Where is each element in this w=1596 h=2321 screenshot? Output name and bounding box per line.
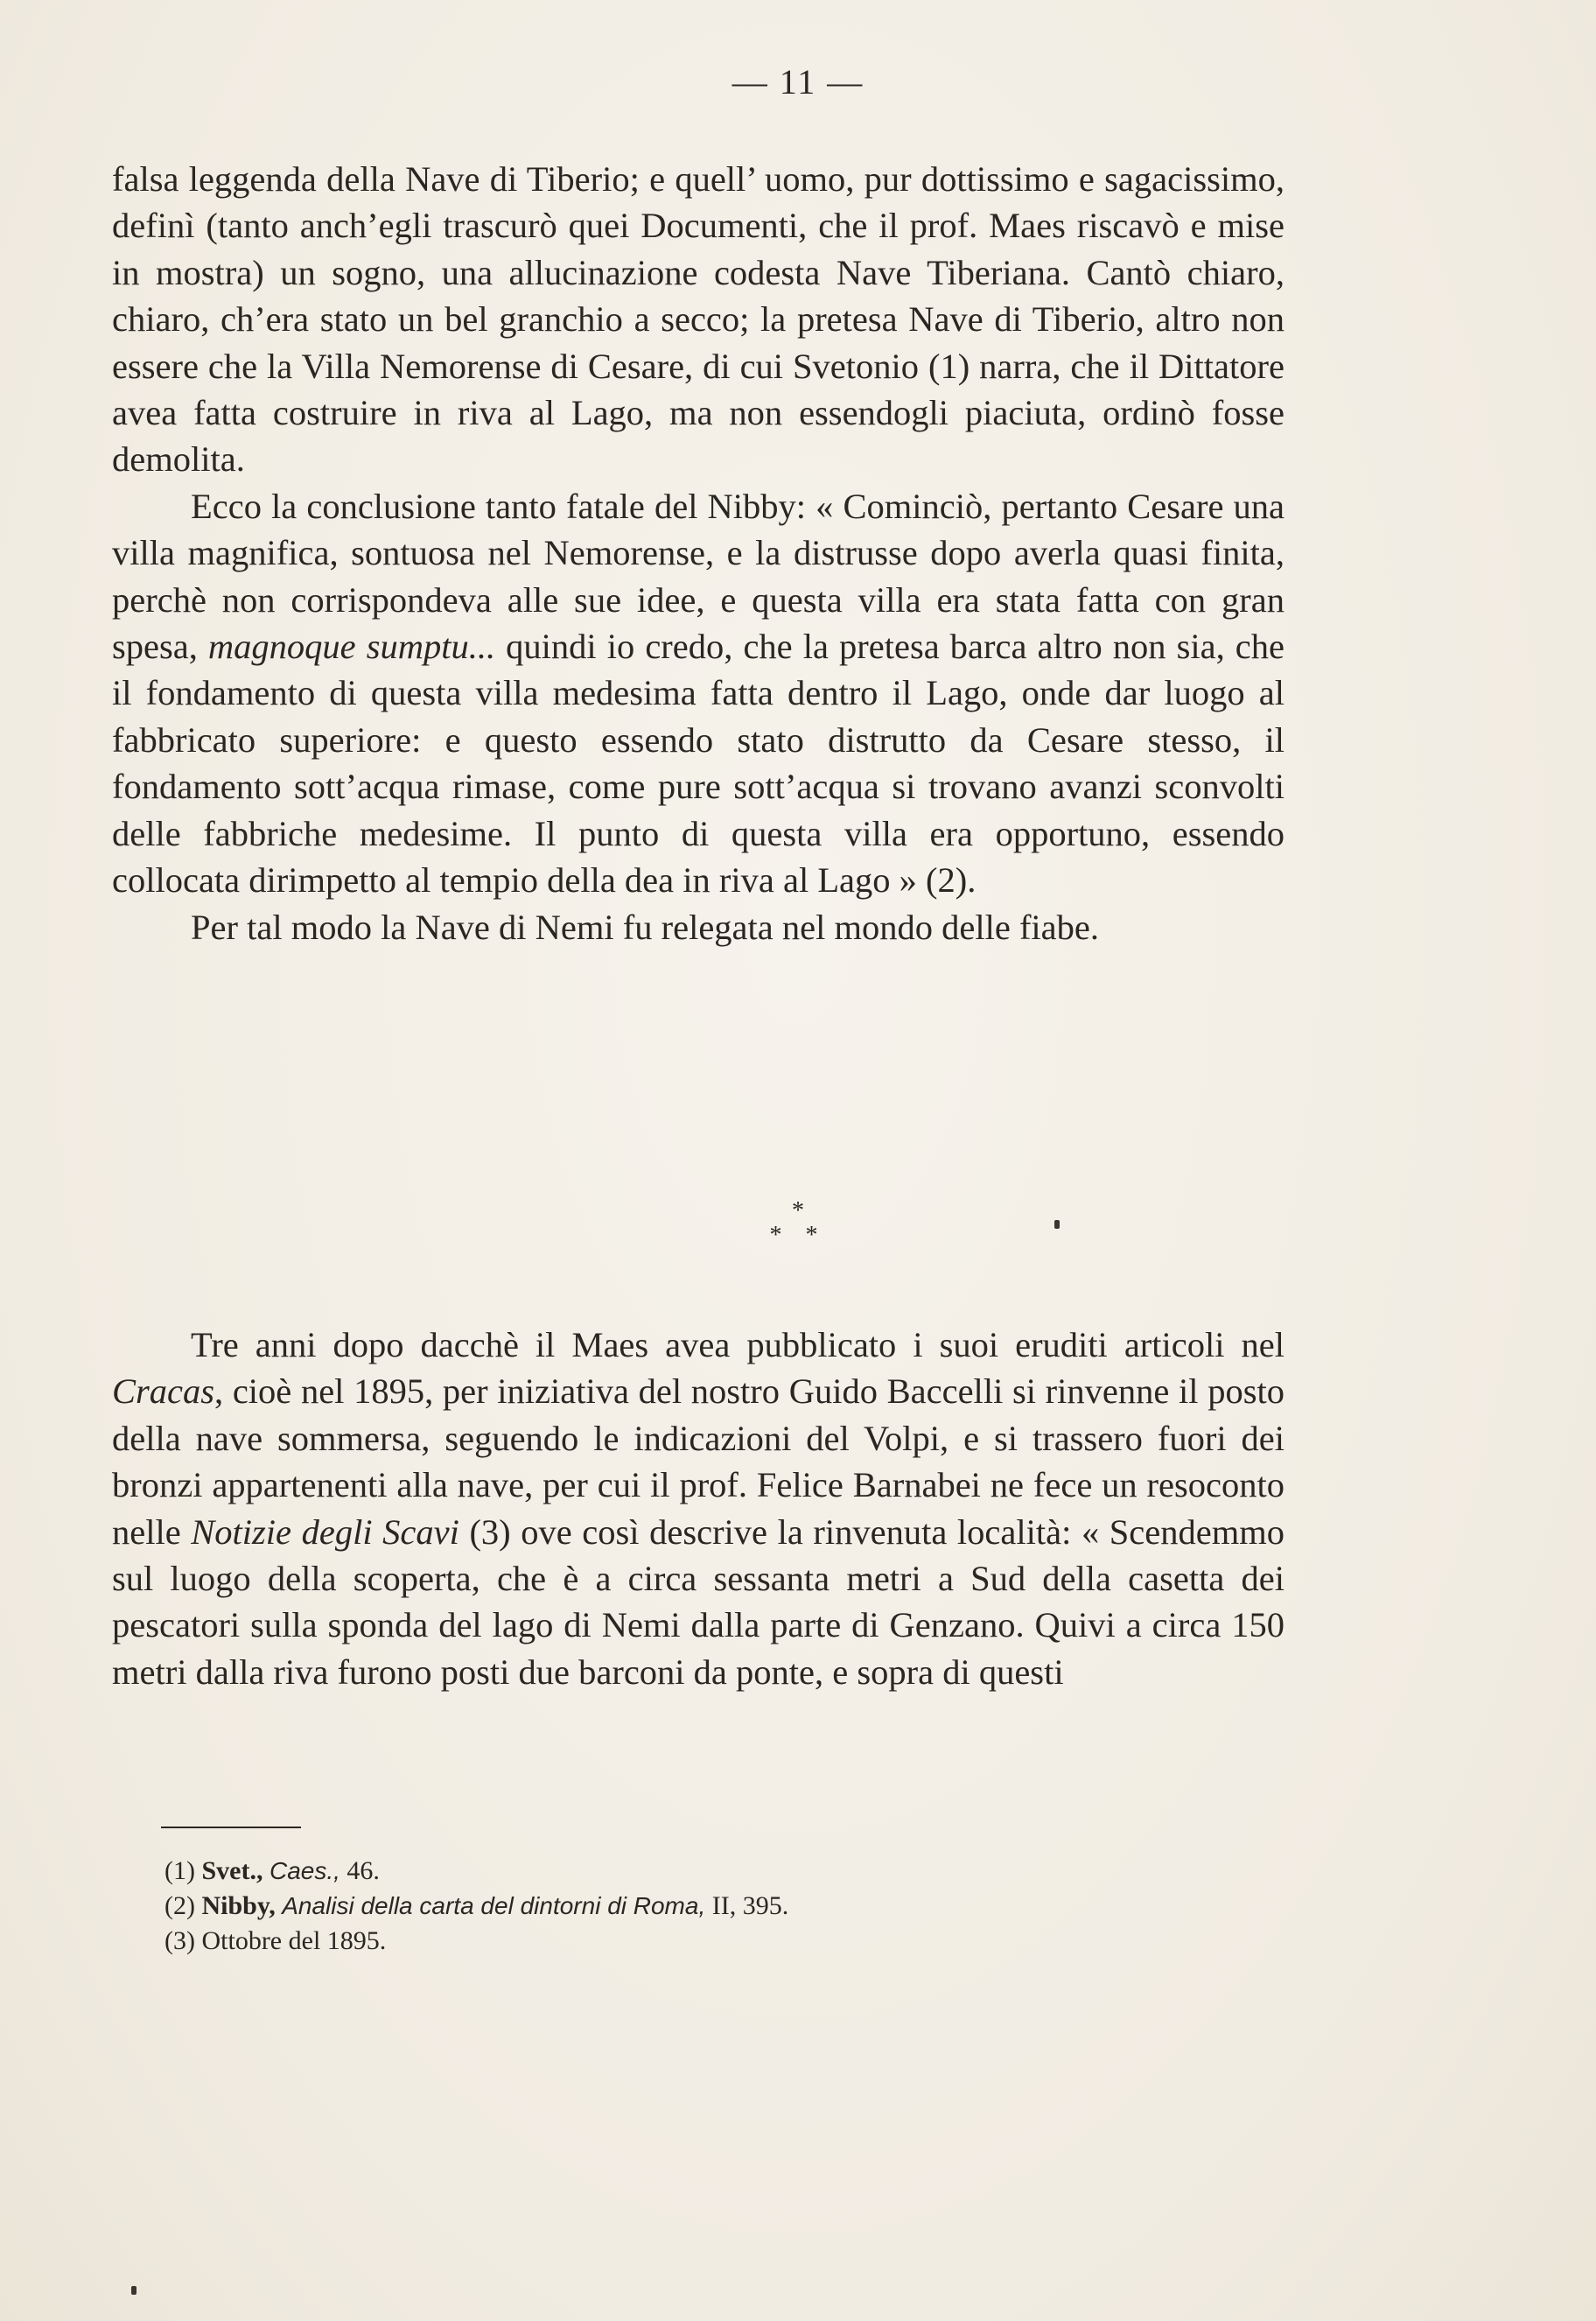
paragraph-3: Per tal modo la Nave di Nemi fu relegata nel mondo delle fiabe. (191, 907, 1100, 947)
footnote-number: (2) (164, 1891, 195, 1920)
paragraph-4-text-b: , cioè nel 1895, per iniziativa del nostro Guido Baccelli si rinvenne il posto della nave sommersa, seguendo le indicazioni del Volpi, e si trassero fuori dei bronzi appartenenti alla nave, per cui il prof. Felice Barnabei ne fece un resoconto nelle (112, 1371, 1284, 1552)
footnote-number: (1) (164, 1856, 195, 1885)
footnote-rule (161, 1827, 301, 1828)
footnotes (164, 1854, 1214, 1959)
section-separator-asterism (0, 1199, 1596, 1248)
page-number: — 11 — (732, 62, 864, 102)
ink-speck (1054, 1220, 1060, 1229)
footnote-ref: II, 395. (711, 1891, 789, 1920)
footnote-1 (164, 1854, 1214, 1889)
notizie-scavi-title: Notizie degli Scavi (191, 1511, 459, 1552)
paragraph-2 (112, 483, 1284, 904)
footnote-number: (3) (164, 1926, 195, 1955)
paragraph-2-text-b: quindi io credo, che la pretesa barca altro non sia, che il fondamento di questa villa medesima fatta dentro il Lago, onde dar luogo al fabbricato superiore: e questo essendo stato distrutto da Cesare stesso, il fondamento sott’acqua rimase, come pure sott’acqua si trovano avanzi sconvolti delle fabbriche medesime. Il punto di questa villa era opportuno, essendo collocata dirimpetto al tempio della dea in riva al Lago » (2). (112, 627, 1284, 901)
paragraph-4 (112, 1322, 1284, 1695)
main-text-block (112, 156, 1284, 950)
asterism-top: * (792, 1197, 804, 1224)
footnote-title: Analisi della carta del dintorni di Roma, (282, 1892, 706, 1919)
paragraph-1: falsa leggenda della Nave di Tiberio; e quell’ uomo, pur dottissimo e sagacissimo, definì (tanto anch’egli trascurò quei Documenti, che il prof. Maes riscavò e mise in mostra) un sogno, una allucinazione codesta Nave Tiberiana. Cantò chiaro, chiaro, ch’era stato un bel granchio a secco; la pretesa Nave di Tiberio, altro non essere che la Villa Nemorense di Cesare, di cui Svetonio (1) narra, che il Dittatore avea fatta costruire in riva al Lago, ma non essendogli piaciuta, ordinò fosse demolita. (112, 159, 1284, 480)
asterism-bottom: * * (769, 1222, 827, 1249)
footnote-ref: 46. (346, 1856, 380, 1885)
paragraph-2-latin-quote: magnoque sumptu... (207, 627, 496, 667)
footnote-author: Svet., (201, 1856, 263, 1885)
footnote-ref: Ottobre del 1895. (201, 1926, 387, 1955)
paragraph-4-text-c: (3) ove così descrive la rinvenuta località: « Scendemmo sul luogo della scoperta, che è a circa sessanta metri a Sud della casetta dei pescatori sulla sponda del lago di Nemi dalla parte di Genzano. Quivi a circa 150 metri dalla riva furono posti due barconi da ponte, e sopra di questi (112, 1511, 1284, 1692)
footnote-title: Caes., (269, 1857, 340, 1884)
footnote-3 (164, 1924, 1214, 1959)
paragraph-2-text-a: Ecco la conclusione tanto fatale del Nibby: « Cominciò, pertanto Cesare una villa magnifica, sontuosa nel Nemorense, e la distrusse dopo averla quasi finita, perchè non corrispondeva alle sue idee, e questa villa era stata fatta con gran spesa, (112, 486, 1284, 667)
footnote-author: Nibby, (201, 1891, 276, 1920)
ink-speck (131, 2286, 136, 2295)
paragraph-4-text-a: Tre anni dopo dacchè il Maes avea pubblicato i suoi eruditi articoli nel (191, 1325, 1284, 1364)
cracas-title: Cracas (112, 1371, 215, 1412)
second-section-text (112, 1322, 1284, 1695)
footnote-2 (164, 1889, 1214, 1924)
